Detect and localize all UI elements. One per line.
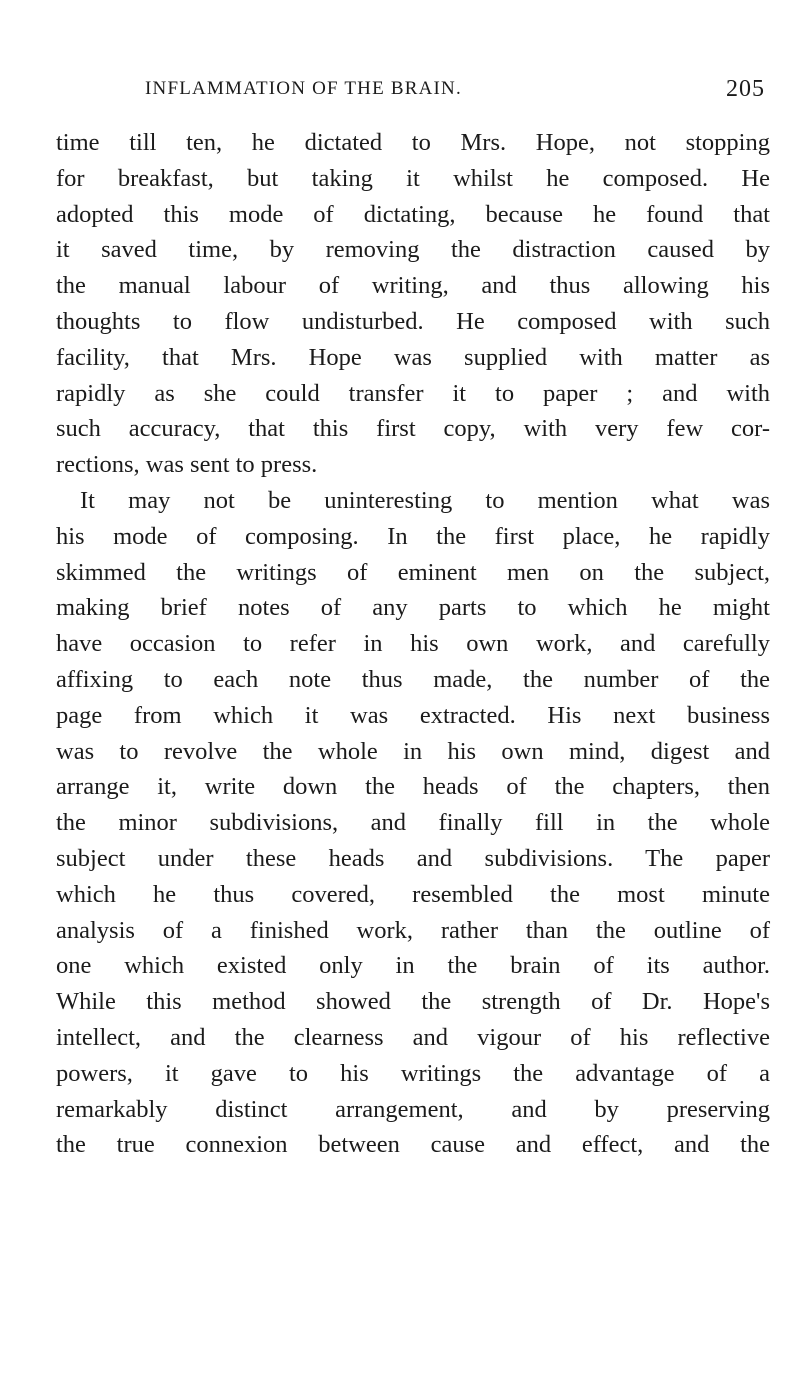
text-line: one which existed only in the brain of its author.	[56, 952, 770, 980]
text-line: skimmed the writings of eminent men on the subject,	[56, 558, 770, 586]
text-line: thoughts to flow undisturbed. He composed with such	[56, 307, 770, 335]
page-header	[145, 78, 765, 112]
page-number: 205	[726, 76, 765, 102]
text-line: his mode of composing. In the first place, he rapidly	[56, 522, 770, 550]
text-line: the minor subdivisions, and finally fill in the whole	[56, 809, 770, 837]
text-line: time till ten, he dictated to Mrs. Hope, not stopping	[56, 129, 770, 156]
text-line: intellect, and the clearness and vigour of his reflective	[56, 1023, 770, 1051]
body-text	[56, 125, 770, 1163]
text-line: rapidly as she could transfer it to paper ; and with	[56, 379, 770, 407]
text-line: it saved time, by removing the distraction caused by	[56, 236, 770, 264]
text-line: facility, that Mrs. Hope was supplied with matter as	[56, 343, 770, 371]
text-line: for breakfast, but taking it whilst he composed. He	[56, 164, 770, 192]
text-line: remarkably distinct arrangement, and by preserving	[56, 1095, 770, 1123]
text-line: arrange it, write down the heads of the chapters, then	[56, 773, 770, 801]
text-line: analysis of a finished work, rather than the outline of	[56, 916, 770, 944]
text-line: such accuracy, that this first copy, with very few cor-	[56, 415, 770, 443]
text-line: page from which it was extracted. His next business	[56, 701, 770, 729]
text-line: powers, it gave to his writings the advantage of a	[56, 1059, 770, 1087]
text-line: making brief notes of any parts to which he might	[56, 594, 770, 622]
text-line: the manual labour of writing, and thus allowing his	[56, 272, 770, 300]
text-line: affixing to each note thus made, the number of the	[56, 665, 770, 693]
text-line: It may not be uninteresting to mention what was	[80, 486, 770, 514]
text-line: which he thus covered, resembled the most minute	[56, 880, 770, 908]
text-line: rections, was sent to press.	[56, 451, 318, 479]
text-line: subject under these heads and subdivisions. The paper	[56, 844, 770, 872]
text-line: While this method showed the strength of Dr. Hope's	[56, 988, 770, 1016]
running-title: INFLAMMATION OF THE BRAIN.	[145, 78, 462, 99]
text-line: the true connexion between cause and effect, and the	[56, 1131, 770, 1159]
text-line: was to revolve the whole in his own mind, digest and	[56, 737, 770, 765]
text-line: have occasion to refer in his own work, and carefully	[56, 630, 770, 658]
text-line: adopted this mode of dictating, because he found that	[56, 200, 770, 228]
